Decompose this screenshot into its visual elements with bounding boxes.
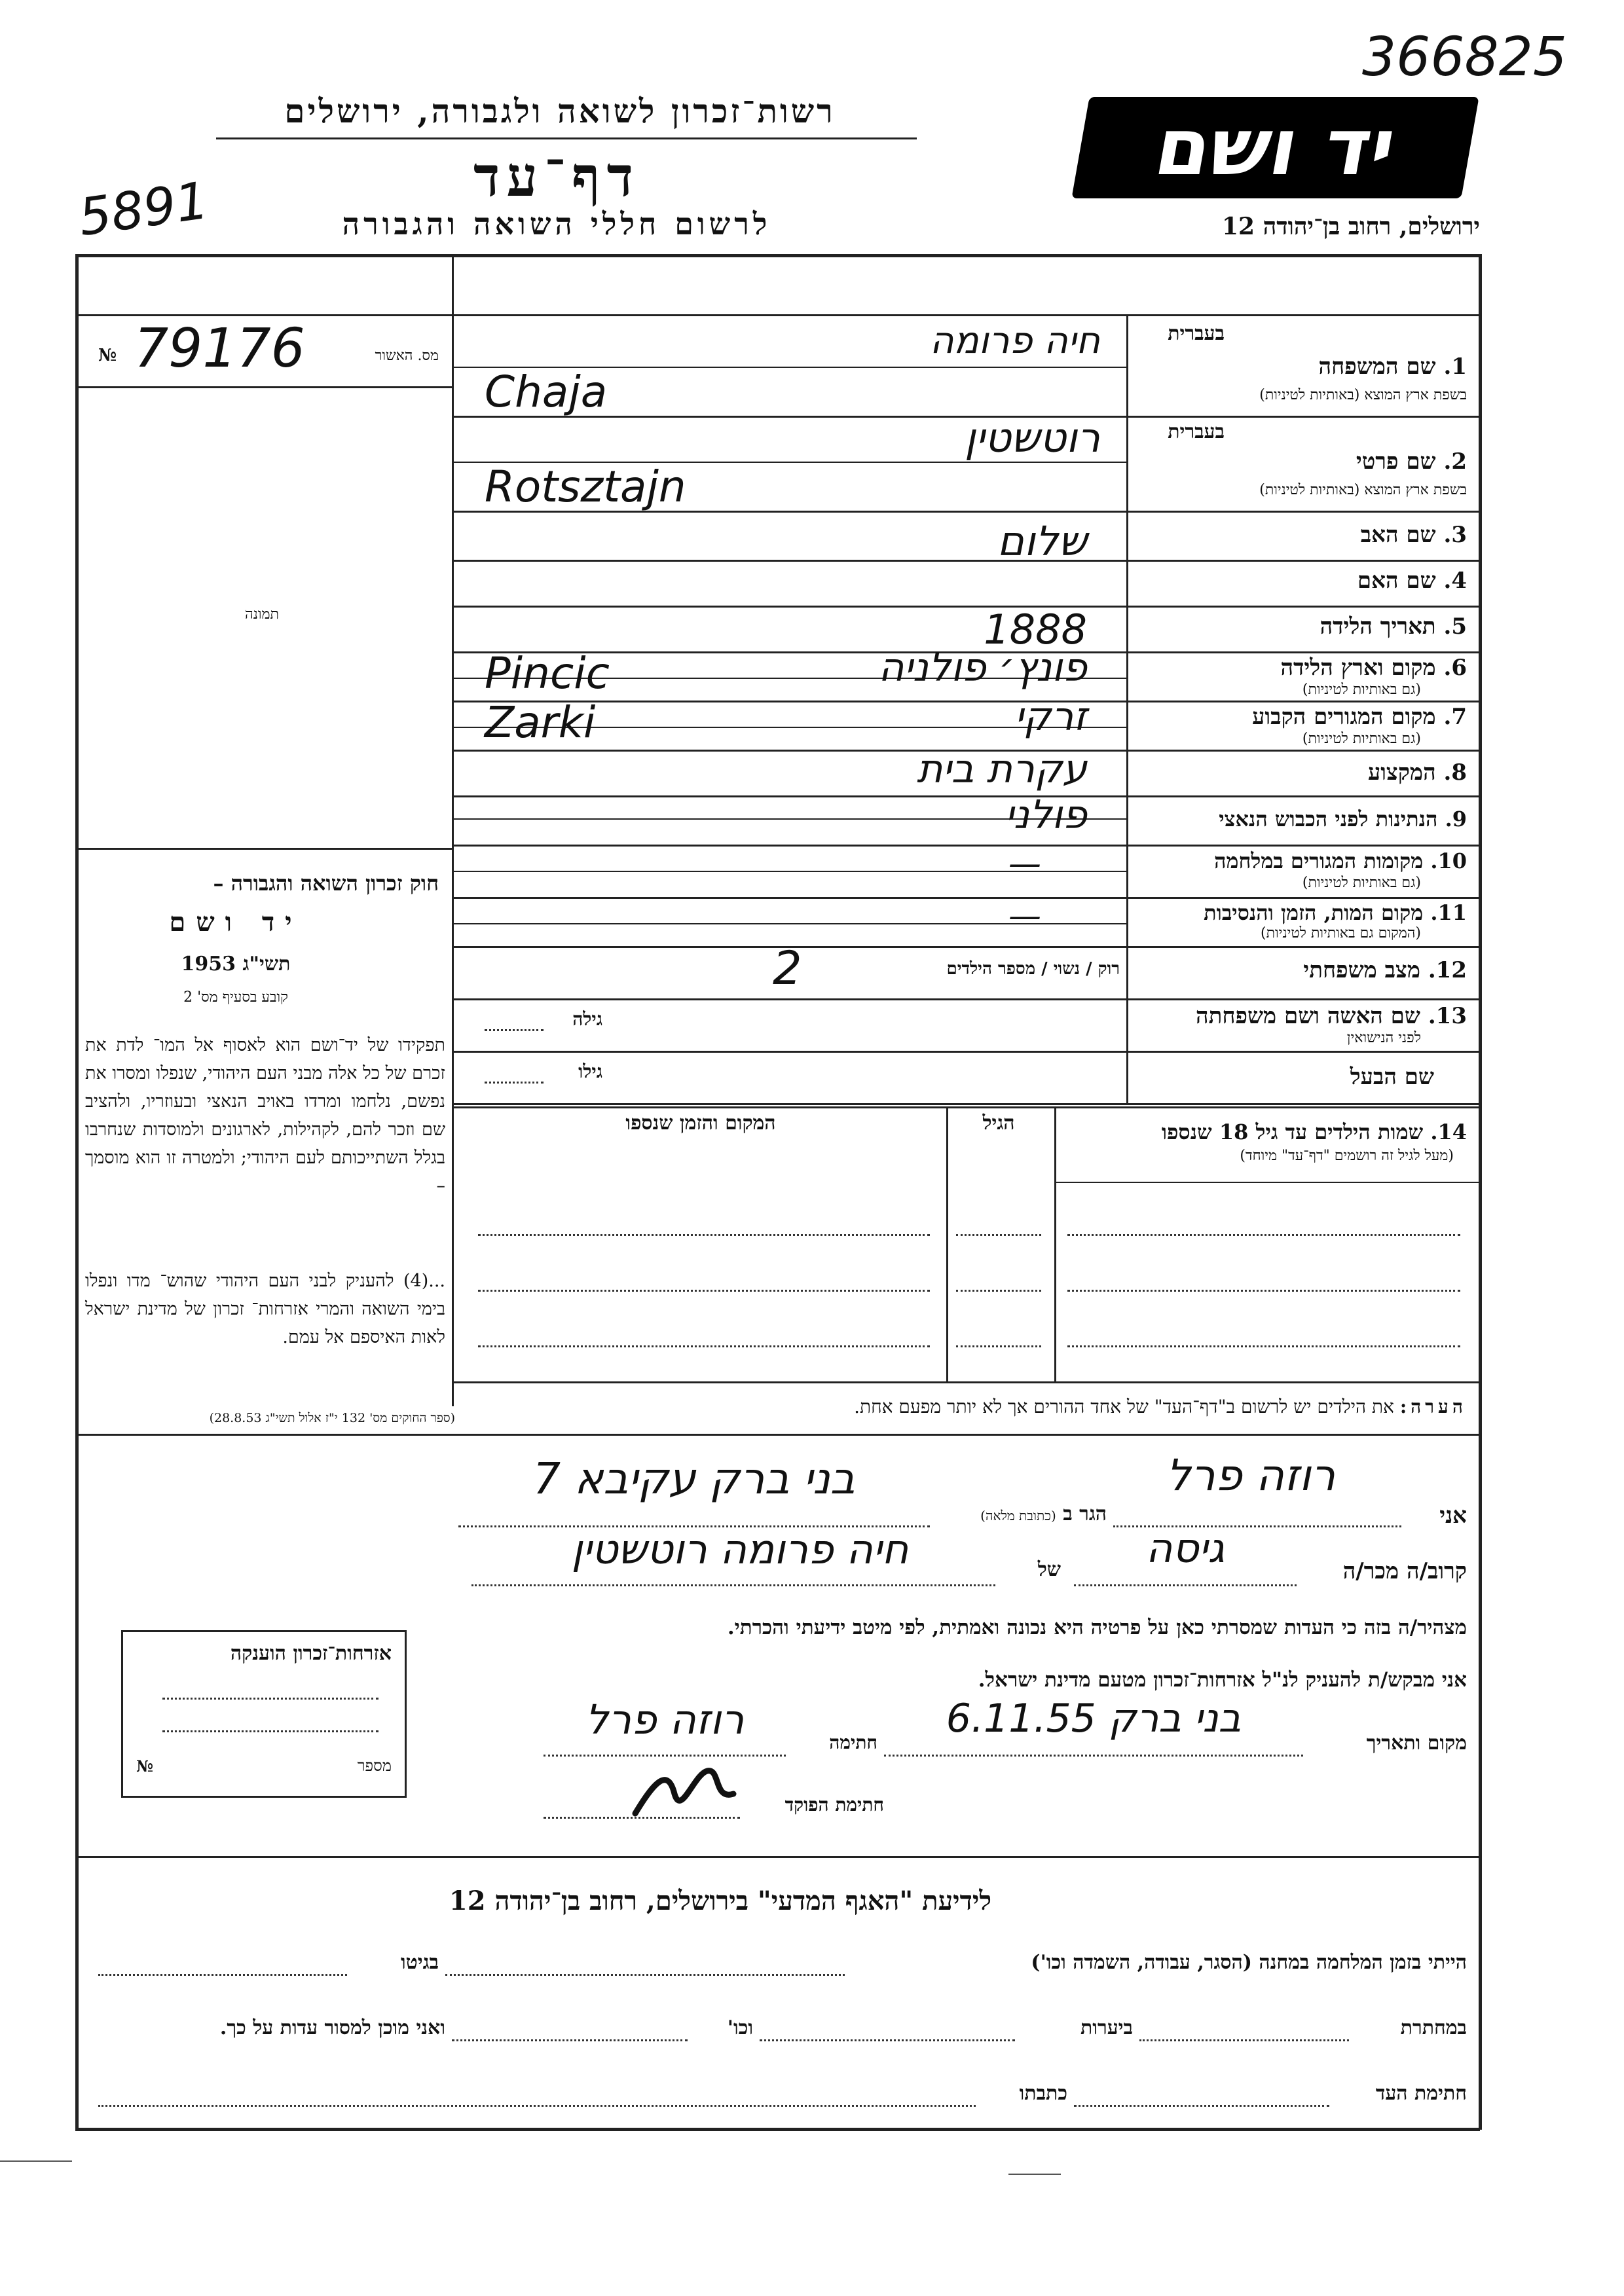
field-5-text: תאריך הלידה: [1320, 613, 1436, 640]
of-label: של: [1037, 1558, 1061, 1581]
footer-line3-b: כתבתו: [1019, 2082, 1067, 2105]
relation: גיסה: [1145, 1524, 1225, 1572]
field-6-label: [1133, 655, 1467, 681]
footer-line2-b: ביערות: [1080, 2016, 1133, 2039]
field-3-num: 3.: [1443, 522, 1467, 548]
field-13-text: שם האשה ושם משפחתה: [1196, 1003, 1420, 1029]
field-10-label: [1133, 848, 1467, 873]
children-col-age: הגיל: [982, 1112, 1015, 1135]
field-13-label: [1133, 1003, 1467, 1029]
relative-label: קרוב/ה מכר/ה: [1342, 1558, 1467, 1584]
authority-line: רשות־זכרון לשואה ולגבורה, ירושלים: [284, 92, 836, 130]
field-10-sub: (גם באותיות לטיניות): [1302, 875, 1421, 891]
field-10-text: מקומות המגורים במלחמה: [1214, 848, 1424, 873]
field-11-num: 11.: [1430, 900, 1467, 925]
remark: [465, 1396, 1467, 1418]
field-9-label: [1133, 807, 1467, 831]
residence-latin: Zarki: [485, 697, 596, 748]
field-4-num: 4.: [1443, 568, 1467, 594]
law-section: קובע בסעיף מס' 2: [183, 989, 288, 1006]
field-7-sub: (גם באותיות לטיניות): [1302, 731, 1421, 747]
declare-text: מצהיר/ה בזה כי העדות שמסרתי כאן על פרטיה היא נכונה ואמתית, לפי מיטב ידיעתי והכרתי.: [727, 1616, 1467, 1639]
field-2-sub: בשפת ארץ המוצא (באותיות לטיניות): [1259, 482, 1467, 498]
footer-line1-b: בגיטו: [400, 1951, 439, 1974]
law-text-1: תפקידו של יד־ושם הוא לאסוף אל המו־ לדת את זכרם של כל אלה מבני העם היהודי, שנפלו ומסרו את נפשם, נלחמו ומרדו באויב הנאצי ובעוזריו, ולהציב שם וזכר להם, לקהילות, לארגונים ולמוסדות שנחרבו בגלל השתייכותם לעם היהודי; ולמטרה זו הוא מוסמך –: [85, 1035, 445, 1196]
field-7-text: מקום המגורים הקבוע: [1252, 704, 1436, 730]
marital-options: רוק / נשוי / מספר הילדים: [946, 959, 1120, 979]
field-2-label: [1133, 448, 1467, 475]
field-1-num: 1.: [1443, 354, 1467, 380]
reg-label: מס. האשור: [375, 348, 439, 364]
officer-signature-icon: [629, 1755, 740, 1827]
law-text-2: ...(4) להעניק לבני העם היהודי שהוש־ מדו ונפלו בימי השואה והמרי אזרחות־ זכרון של מדינת ישראל לאות האיספם אל עמם.: [85, 1271, 445, 1347]
field-7-label: [1133, 704, 1467, 730]
citizenship-box-number: מספר: [357, 1757, 392, 1775]
age-label-male: גילו: [578, 1061, 602, 1082]
field-10-num: 10.: [1430, 848, 1467, 873]
footer-line1-a: הייתי בזמן המלחמה במחנה (הסגר, עבודה, השמדה וכו'): [1031, 1951, 1467, 1974]
field-6-sub: (גם באותיות לטיניות): [1302, 682, 1421, 698]
profession: עקרת בית: [916, 746, 1087, 792]
field-1-text: שם המשפחה: [1318, 354, 1436, 380]
field-8-num: 8.: [1443, 759, 1467, 786]
request-text: אני מבקש/ת להעניק לנ"ל אזרחות־זכרון מטעם מדינת ישראל.: [978, 1668, 1467, 1692]
surname-hebrew: חיה פרומה: [930, 319, 1100, 362]
field-4-label: [1133, 568, 1467, 594]
children-count: 2: [773, 941, 802, 995]
field-9-num: 9.: [1445, 807, 1467, 831]
signature-label: חתימה: [829, 1732, 877, 1753]
field-9-text: הנתינות לפני הכבוש הנאצי: [1219, 807, 1438, 831]
field-4-text: שם האם: [1357, 568, 1436, 594]
citizenship: פולני: [1005, 792, 1087, 838]
death-place: —: [1008, 897, 1041, 935]
footer-line2-d: ואני מוכן למסור עדות על כך.: [219, 2016, 445, 2039]
info-title: לידיעת "האגף המדעי" בירושלים, רחוב בן־יהודה 12: [449, 1886, 992, 1916]
law-year: תשי"ג 1953: [181, 953, 291, 975]
place-date: בני ברק 6.11.55: [946, 1696, 1242, 1741]
form-subtitle: לרשום חללי השואה והגבורה: [342, 206, 771, 242]
address: ירושלים, רחוב בן־יהודה 12: [1221, 213, 1480, 240]
registration-number: 79176: [134, 318, 305, 380]
of-name: חיה פרומה רוטשטין: [571, 1525, 909, 1573]
reg-no-sign: №: [98, 346, 117, 365]
declarant-ani: אני: [1439, 1503, 1467, 1529]
children-num: 14.: [1430, 1120, 1467, 1144]
field-12-label: [1133, 957, 1467, 983]
field-1-label: [1133, 354, 1467, 380]
field-8-text: המקצוע: [1367, 759, 1436, 786]
field-1-hebrew-tag: בעברית: [1168, 322, 1225, 345]
age-label-female: גילה: [572, 1008, 602, 1030]
field-5-num: 5.: [1443, 613, 1467, 640]
field-7-num: 7.: [1443, 704, 1467, 730]
field-1-sub: בשפת ארץ המוצא (באותיות לטיניות): [1259, 387, 1467, 403]
field-2-num: 2.: [1443, 448, 1467, 475]
yad-vashem-logo: יד ושם: [1071, 97, 1479, 198]
birthplace-latin: Pincic: [485, 648, 610, 699]
field-8-label: [1133, 759, 1467, 786]
photo-label: תמונה: [245, 606, 279, 623]
declarant-name: רוזה פרל: [1166, 1450, 1336, 1501]
field-3-label: [1133, 522, 1467, 548]
wartime-residence: —: [1008, 845, 1041, 883]
form-title: דף־עד: [473, 144, 640, 209]
stamp-number: 366825: [1362, 26, 1568, 88]
field-11-sub: (המקום גם באותיות לטיניות): [1261, 925, 1421, 941]
footer-line2-c: וכו': [727, 2016, 753, 2039]
residing-label: [936, 1503, 1107, 1525]
law-title: חוק זכרון השואה והגבורה –: [213, 871, 439, 896]
children-title-text: שמות הילדים עד גיל 18 שנספו: [1161, 1120, 1424, 1144]
field-2-text: שם פרטי: [1356, 448, 1436, 475]
field-12-num: 12.: [1428, 957, 1467, 983]
law-source: (ספר החוקים מס' 132 י"ז אלול תשי"ג 28.8.53): [209, 1411, 455, 1425]
firstname-latin: Rotsztajn: [485, 462, 686, 512]
remark-label: הערה:: [1399, 1396, 1467, 1417]
margin-number: 5891: [75, 171, 212, 248]
remark-text: את הילדים יש לרשום ב"דף־העד" של אחד ההורים אך לא יותר מפעם אחת.: [854, 1396, 1394, 1417]
law-name: יד ושם: [169, 907, 303, 938]
field-5-label: [1133, 613, 1467, 640]
birth-date: 1888: [984, 606, 1087, 653]
footer-line3-a: חתימת העד: [1375, 2082, 1467, 2105]
field-11-text: מקום המות, הזמן והנסיבות: [1204, 900, 1424, 925]
surname-latin: Chaja: [485, 367, 608, 417]
field-6-num: 6.: [1443, 655, 1467, 681]
birthplace-hebrew: פונץ׳ פולניה: [878, 645, 1087, 691]
residing-text: הגר ב: [1063, 1503, 1107, 1525]
firstname-hebrew: רוטשטין: [965, 414, 1100, 462]
children-col-place: המקום והזמן שנספו: [625, 1112, 776, 1135]
field-13-sub: לפני הנישואין: [1346, 1030, 1421, 1046]
residing-sub: (כתובת מלאה): [980, 1508, 1056, 1523]
father-name: שלום: [997, 517, 1087, 565]
children-title: [1061, 1120, 1467, 1144]
field-6-text: מקום וארץ הלידה: [1280, 655, 1436, 681]
field-2-hebrew-tag: בעברית: [1168, 420, 1225, 443]
declarant-address: בני ברק עקיבא 7: [533, 1453, 855, 1504]
children-note: (מעל לגיל זה רושמים "דף־עד" מיוחד): [1240, 1148, 1454, 1164]
citizenship-box-title: אזרחות־זכרון הוענקה: [230, 1642, 392, 1665]
residence-hebrew: זרקי: [1014, 694, 1087, 740]
husband-label: שם הבעל: [1350, 1064, 1434, 1090]
field-13-num: 13.: [1428, 1003, 1467, 1029]
footer-line2-a: במחתרת: [1400, 2016, 1467, 2039]
place-date-label: מקום ותאריך: [1366, 1732, 1467, 1755]
field-12-text: מצב משפחתי: [1303, 957, 1420, 983]
signature: רוזה פרל: [585, 1696, 745, 1743]
field-11-label: [1133, 900, 1467, 925]
citizenship-box: [121, 1630, 407, 1798]
field-3-text: שם האב: [1360, 522, 1436, 548]
citizenship-box-no: №: [136, 1757, 154, 1776]
officer-label: חתימת הפוקד: [784, 1794, 884, 1815]
